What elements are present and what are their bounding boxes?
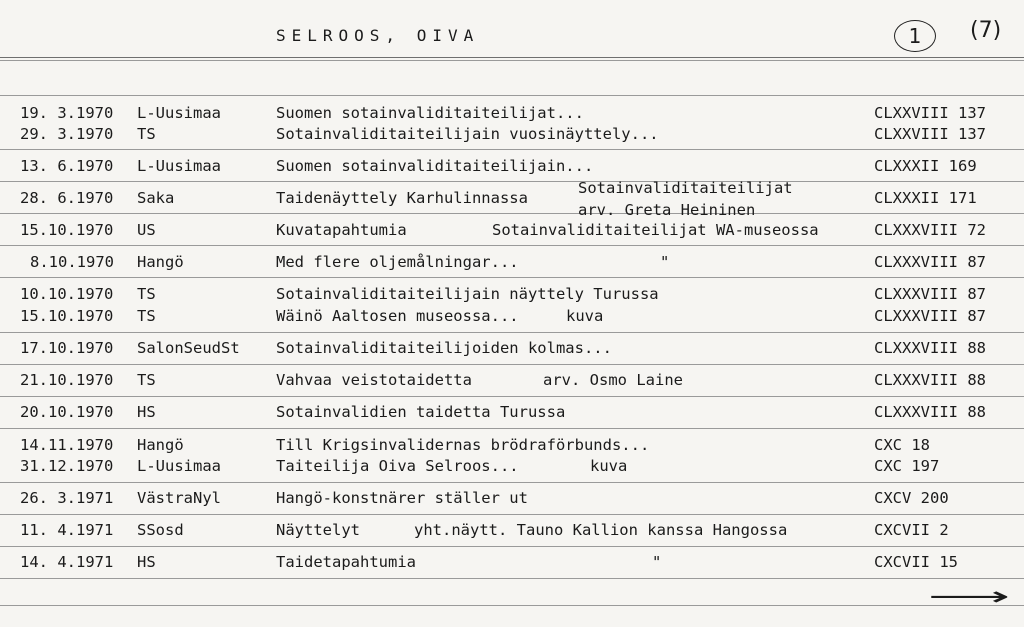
entry-date: 20.10.1970: [20, 403, 114, 421]
entry-date: 14. 4.1971: [20, 553, 114, 571]
table-row: [0, 521, 1024, 541]
table-row: [0, 436, 1024, 456]
entry-source: SalonSeudSt: [137, 339, 240, 357]
entry-date: 26. 3.1971: [20, 489, 114, 507]
entry-date: 19. 3.1970: [20, 104, 114, 122]
entry-title: Suomen sotainvaliditaiteilijain...: [276, 157, 594, 175]
entry-source: US: [137, 221, 156, 239]
ditto-mark: ": [652, 553, 662, 571]
rule-line: [0, 245, 1024, 246]
card-number: 1: [894, 20, 936, 52]
entry-source: VästraNyl: [137, 489, 221, 507]
entry-source: Hangö: [137, 253, 184, 271]
entry-source: L-Uusimaa: [137, 104, 221, 122]
entry-title: Sotainvaliditaiteilijoiden kolmas...: [276, 339, 612, 357]
entry-reference: CLXXVIII 137: [874, 104, 986, 122]
entry-reference: CLXXXII 171: [874, 189, 977, 207]
entry-reference: CLXXVIII 137: [874, 125, 986, 143]
entry-source: TS: [137, 307, 156, 325]
total-cards: (7): [970, 18, 1002, 43]
table-row: [0, 371, 1024, 391]
rule-line: [0, 578, 1024, 579]
continuation-arrow-icon: ⟶: [928, 582, 1011, 612]
entry-reference: CXC 197: [874, 457, 940, 475]
entry-reference: CLXXXII 169: [874, 157, 977, 175]
entry-title: Sotainvalidien taidetta Turussa: [276, 403, 566, 421]
entry-source: TS: [137, 371, 156, 389]
entry-source: Saka: [137, 189, 175, 207]
entry-reference: CXC 18: [874, 436, 930, 454]
rule-line: [0, 277, 1024, 278]
table-row: [0, 553, 1024, 573]
entry-title: Vahvaa veistotaidetta: [276, 371, 472, 389]
entry-date: 28. 6.1970: [20, 189, 114, 207]
rule-line: [0, 428, 1024, 429]
rule-line: [0, 546, 1024, 547]
entry-source: SSosd: [137, 521, 184, 539]
entry-title: Hangö-konstnärer ställer ut: [276, 489, 528, 507]
entry-source: TS: [137, 285, 156, 303]
entry-title: Wäinö Aaltosen museossa...: [276, 307, 519, 325]
rule-line: [0, 514, 1024, 515]
rule-line: [0, 95, 1024, 96]
entry-source: HS: [137, 553, 156, 571]
entry-note: Sotainvaliditaiteilijat: [578, 179, 793, 197]
entry-reference: CLXXXVIII 88: [874, 371, 986, 389]
entry-title: Näyttelyt: [276, 521, 360, 539]
table-row: [0, 157, 1024, 177]
entry-source: TS: [137, 125, 156, 143]
entry-source: L-Uusimaa: [137, 457, 221, 475]
entry-date: 31.12.1970: [20, 457, 114, 475]
entry-reference: CLXXXVIII 88: [874, 403, 986, 421]
entry-title: Taidenäyttely Karhulinnassa: [276, 189, 528, 207]
table-row: [0, 253, 1024, 273]
entry-note: kuva: [590, 457, 628, 475]
rule-line: [0, 482, 1024, 483]
table-row: [0, 221, 1024, 241]
table-row: [0, 285, 1024, 305]
table-row: [0, 489, 1024, 509]
entry-date: 21.10.1970: [20, 371, 114, 389]
entry-date: 13. 6.1970: [20, 157, 114, 175]
entry-date: 8.10.1970: [30, 253, 114, 271]
rule-line: [0, 396, 1024, 397]
entry-date: 15.10.1970: [20, 221, 114, 239]
entry-title: Suomen sotainvaliditaiteilijat...: [276, 104, 584, 122]
entry-title: Med flere oljemålningar...: [276, 253, 519, 271]
entry-reference: CLXXXVIII 87: [874, 253, 986, 271]
entry-source: L-Uusimaa: [137, 157, 221, 175]
table-row: [0, 104, 1024, 124]
entry-date: 14.11.1970: [20, 436, 114, 454]
entry-note: arv. Greta Heininen: [578, 201, 756, 219]
entry-date: 29. 3.1970: [20, 125, 114, 143]
entry-reference: CLXXXVIII 87: [874, 307, 986, 325]
entry-note: kuva: [566, 307, 604, 325]
entry-title: Taidetapahtumia: [276, 553, 416, 571]
entry-note: Sotainvaliditaiteilijat WA-museossa: [492, 221, 819, 239]
entry-reference: CXCVII 15: [874, 553, 958, 571]
entry-note: arv. Osmo Laine: [543, 371, 683, 389]
entry-reference: CLXXXVIII 88: [874, 339, 986, 357]
entry-reference: CXCVII 2: [874, 521, 949, 539]
entry-title: Taiteilija Oiva Selroos...: [276, 457, 519, 475]
entry-date: 11. 4.1971: [20, 521, 114, 539]
rule-line: [0, 605, 1024, 606]
entry-reference: CLXXXVIII 87: [874, 285, 986, 303]
entry-reference: CXCV 200: [874, 489, 949, 507]
table-row: [0, 125, 1024, 145]
ditto-mark: ": [660, 253, 670, 271]
rule-line: [0, 60, 1024, 61]
entry-note-row: [0, 179, 1024, 199]
entry-reference: CLXXXVIII 72: [874, 221, 986, 239]
rule-line: [0, 364, 1024, 365]
card-title: SELROOS, OIVA: [276, 26, 480, 45]
entry-date: 15.10.1970: [20, 307, 114, 325]
entry-title: Kuvatapahtumia: [276, 221, 407, 239]
entry-source: Hangö: [137, 436, 184, 454]
entry-title: Sotainvaliditaiteilijain näyttely Turussa: [276, 285, 659, 303]
entry-note-row: [0, 201, 1024, 221]
table-row: [0, 457, 1024, 477]
entry-date: 10.10.1970: [20, 285, 114, 303]
rule-line: [0, 332, 1024, 333]
entry-note: yht.näytt. Tauno Kallion kanssa Hangossa: [414, 521, 788, 539]
entry-source: HS: [137, 403, 156, 421]
entry-title: Sotainvaliditaiteilijain vuosinäyttely...: [276, 125, 659, 143]
rule-line: [0, 57, 1024, 58]
table-row: [0, 339, 1024, 359]
table-row: [0, 307, 1024, 327]
rule-line: [0, 149, 1024, 150]
table-row: [0, 403, 1024, 423]
entry-title: Till Krigsinvalidernas brödraförbunds...: [276, 436, 650, 454]
entry-date: 17.10.1970: [20, 339, 114, 357]
